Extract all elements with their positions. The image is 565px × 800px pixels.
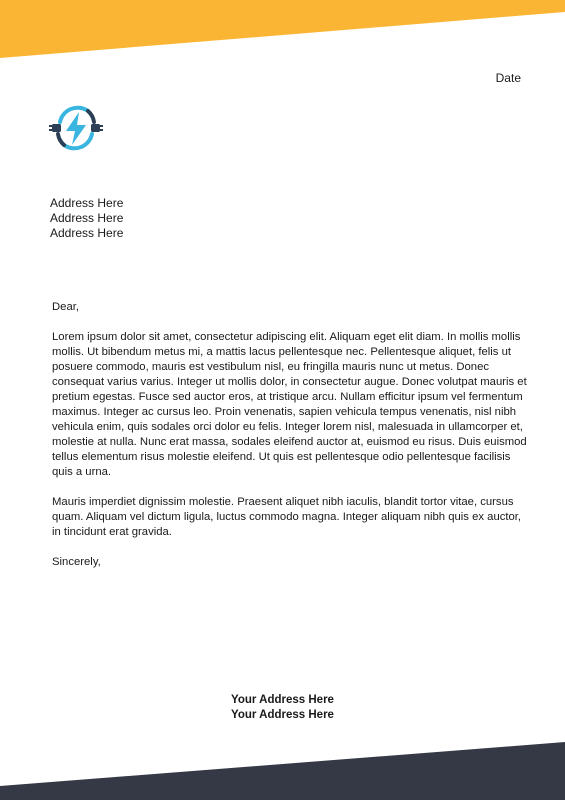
footer-address bbox=[0, 693, 565, 723]
address-line: Address Here bbox=[50, 211, 124, 225]
address-line: Address Here bbox=[50, 226, 124, 240]
sender-address bbox=[50, 196, 123, 241]
paragraph: Lorem ipsum dolor sit amet, consectetur adipiscing elit. Aliquam eget elit diam. In mollis mollis mollis. Ut bibendum metus mi, a mattis lacus pellentesque nec. Pellentesque aliquet, felis ut posuere commodo, mauris est vestibulum nisl, eu fringilla mauris nunc ut metus. Donec consequat varius varius. Integer ut mollis dolor, in consectetur augue. Donec volutpat mauris et pretium egestas. Fusce sed auctor eros, at tristique arcu. Nullam efficitur ipsum vel fermentum maximus. Integer ac cursus leo. Proin venenatis, sapien vehicula tempus venenatis, nisl nibh vehicula enim, quis sodales orci dolor eu felis. Integer lorem nisl, malesuada in ullamcorper et, molestie at nulla. Nunc erat massa, sodales eleifend auctor at, euismod eu risus. Duis euismod tellus elementum risus molestie eleifend. Ut quis est pellentesque odio pellentesque facilisis quis a urna. bbox=[52, 331, 527, 478]
letter-body bbox=[52, 300, 530, 585]
greeting: Dear, bbox=[52, 301, 80, 313]
address-line: Address Here bbox=[50, 196, 124, 210]
footer-address-line: Your Address Here bbox=[231, 709, 334, 721]
top-accent-band bbox=[0, 0, 565, 60]
closing: Sincerely, bbox=[52, 556, 101, 568]
date-label: Date bbox=[495, 71, 521, 85]
lightning-plug-icon bbox=[48, 100, 104, 156]
paragraph: Mauris imperdiet dignissim molestie. Praesent aliquet nibh iaculis, blandit tortor vitae, cursus quam. Aliquam vel dictum ligula, luctus commodo magna. Integer aliquam nibh quis ex auctor, in tincidunt erat gravida. bbox=[52, 496, 522, 538]
footer-address-line: Your Address Here bbox=[231, 694, 334, 706]
bottom-dark-band bbox=[0, 738, 565, 800]
